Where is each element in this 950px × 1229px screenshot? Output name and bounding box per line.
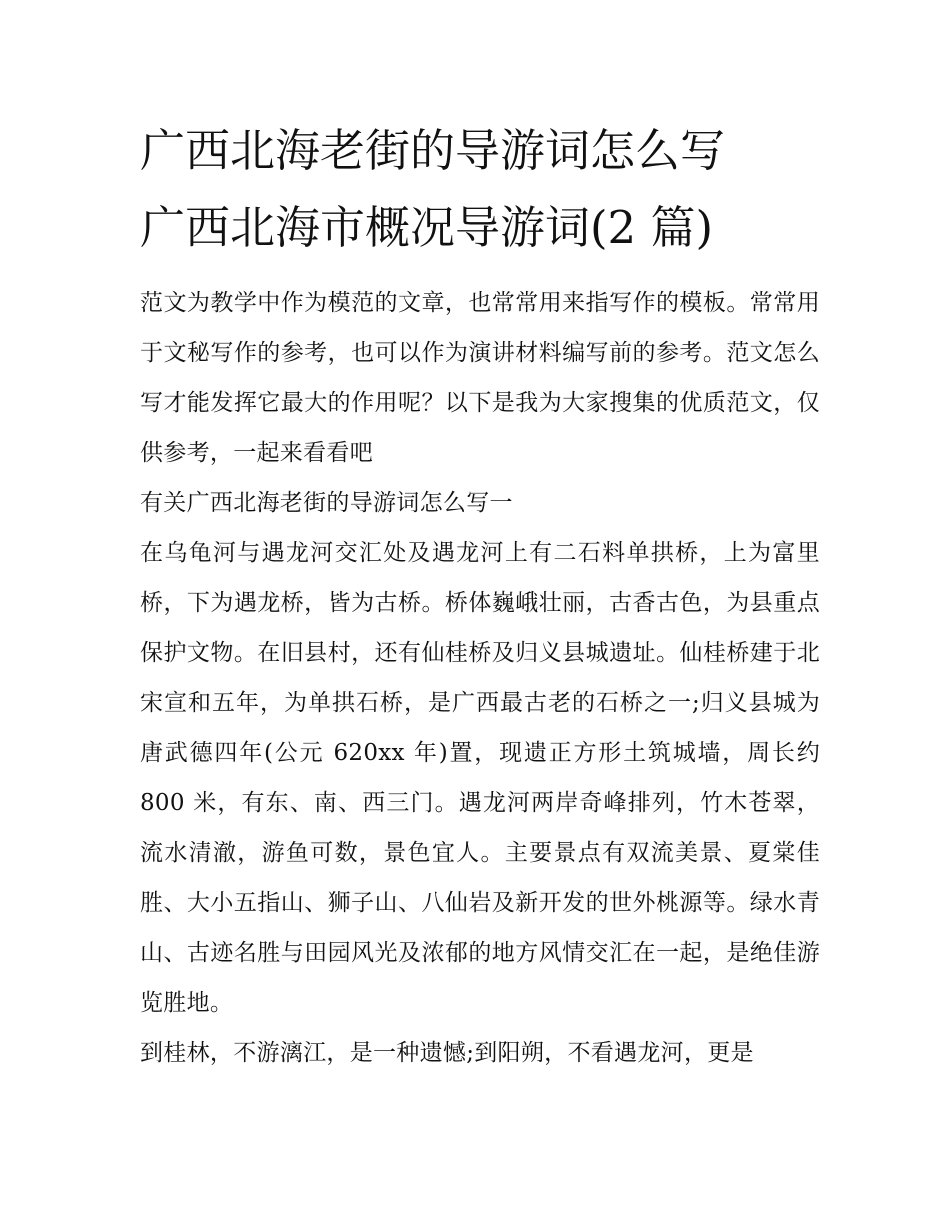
body-paragraph-1: 在乌龟河与遇龙河交汇处及遇龙河上有二石料单拱桥，上为富里桥，下为遇龙桥，皆为古桥。桥体巍峨壮丽，古香古色，为县重点保护文物。在旧县村，还有仙桂桥及归义县城遗址。仙桂桥建于北宋宣和五年，为单拱石桥，是广西最古老的石桥之一;归义县城为唐武德四年(公元 620xx 年)置，现遗正方形土筑城墙，周长约 800 米，有东、南、西三门。遇龙河两岸奇峰排列，竹木苍翠，流水清澈，游鱼可数，景色宜人。主要景点有双流美景、夏棠佳胜、大小五指山、狮子山、八仙岩及新开发的世外桃源等。绿水青山、古迹名胜与田园风光及浓郁的地方风情交汇在一起，是绝佳游览胜地。 xyxy=(140,540,820,1016)
title-line-2: 广西北海市概况导游词(2 篇) xyxy=(140,201,714,254)
document-title xyxy=(140,112,820,266)
section-heading: 有关广西北海老街的导游词怎么写一 xyxy=(140,490,513,516)
title-line-1: 广西北海老街的导游词怎么写 xyxy=(140,124,726,177)
intro-paragraph: 范文为教学中作为模范的文章，也常常用来指写作的模板。常常用于文秘写作的参考，也可以作为演讲材料编写前的参考。范文怎么写才能发挥它最大的作用呢？以下是我为大家搜集的优质范文，仅供参考，一起来看看吧 xyxy=(140,290,820,466)
document-page xyxy=(140,112,820,1078)
body-paragraph-2: 到桂林，不游漓江，是一种遗憾;到阳朔，不看遇龙河，更是 xyxy=(140,1040,754,1066)
